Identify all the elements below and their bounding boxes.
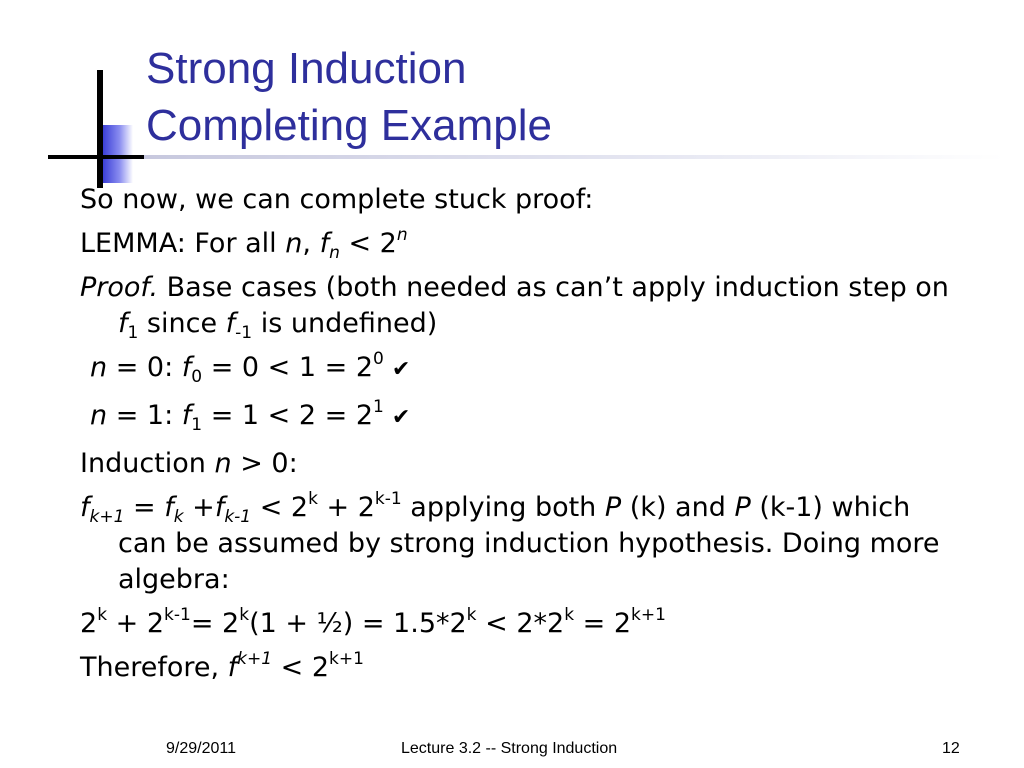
subscript: 1 <box>127 323 139 343</box>
var-f: f <box>181 400 192 431</box>
var-f: f <box>80 492 90 523</box>
intro-text: So now, we can complete stuck proof: <box>80 184 594 215</box>
footer-date: 9/29/2011 <box>166 740 236 757</box>
subscript-n: n <box>329 243 340 263</box>
superscript: k-1 <box>374 489 402 509</box>
title-underline <box>144 155 1004 159</box>
superscript: k <box>97 605 108 625</box>
var-f: f <box>227 652 238 683</box>
var-n: n <box>285 228 303 259</box>
var-n: n <box>214 448 232 479</box>
var-f: f <box>118 308 128 339</box>
step-eq: = <box>124 492 165 523</box>
induction-rest: > 0: <box>231 448 298 479</box>
lemma-line <box>80 226 960 262</box>
slide-title-line2: Completing Example <box>146 101 552 150</box>
step-plus: + <box>183 492 215 523</box>
lemma-label: LEMMA: For all <box>80 228 286 259</box>
proof-line <box>80 270 960 342</box>
base0-rest: = 0 < 1 = 2 <box>202 352 374 383</box>
induction-line <box>80 446 960 482</box>
superscript: k <box>564 605 575 625</box>
conclusion-lt: < 2 <box>272 652 330 683</box>
superscript: k <box>239 605 250 625</box>
var-f: f <box>319 228 330 259</box>
superscript-n: n <box>396 225 408 245</box>
subscript: 0 <box>191 367 203 387</box>
algebra-d: (1 + ½) = 1.5*2 <box>249 608 467 639</box>
proof-text-2: is undefined) <box>252 308 438 339</box>
base0-eq: = 0: <box>107 352 182 383</box>
footer-page-number: 12 <box>942 740 960 757</box>
subscript: k <box>173 507 184 527</box>
var-P: P <box>734 492 751 523</box>
decor-horizontal-bar <box>48 155 144 159</box>
superscript: 0 <box>373 349 384 369</box>
var-f: f <box>214 492 225 523</box>
algebra-line <box>80 606 960 642</box>
step-plus2: + 2 <box>317 492 375 523</box>
footer-lecture-title: Lecture 3.2 -- Strong Induction <box>401 740 618 757</box>
var-n: n <box>90 400 108 431</box>
step-lt: < 2 <box>251 492 309 523</box>
step-applying: applying both <box>401 492 605 523</box>
base-case-1 <box>80 398 960 436</box>
subscript: 1 <box>191 415 203 435</box>
var-n: n <box>90 352 108 383</box>
conclusion-label: Therefore, <box>80 652 228 683</box>
comma: , <box>302 228 320 259</box>
algebra-a: 2 <box>80 608 98 639</box>
superscript: k <box>466 605 477 625</box>
algebra-c: = 2 <box>190 608 240 639</box>
proof-text-1: Base cases (both needed as can’t apply induction step on <box>158 272 949 303</box>
algebra-b: + 2 <box>107 608 165 639</box>
superscript: 1 <box>373 397 384 417</box>
step-km1: (k-1) which can be assumed by strong induction hypothesis. Doing more algebra: <box>118 492 940 595</box>
algebra-f: = 2 <box>574 608 632 639</box>
var-f: f <box>181 352 192 383</box>
superscript: k <box>308 489 318 509</box>
check-icon: ✔ <box>391 405 411 430</box>
step-k: (k) and <box>621 492 735 523</box>
induction-label: Induction <box>80 448 215 479</box>
proof-since: since <box>138 308 226 339</box>
var-f: f <box>225 308 236 339</box>
base1-rest: = 1 < 2 = 2 <box>202 400 374 431</box>
var-P: P <box>604 492 622 523</box>
subscript: -1 <box>235 323 253 343</box>
check-icon: ✔ <box>391 357 411 382</box>
lemma-rhs: < 2 <box>339 228 397 259</box>
decor-accent-block <box>103 125 133 183</box>
intro-line <box>80 182 960 218</box>
algebra-e: < 2*2 <box>476 608 565 639</box>
var-f: f <box>164 492 174 523</box>
slide-title <box>146 40 552 154</box>
superscript: k+1 <box>329 649 364 669</box>
superscript: k-1 <box>164 605 191 625</box>
step-line <box>80 490 960 598</box>
subscript: k-1 <box>224 507 252 527</box>
base-case-0 <box>80 350 960 388</box>
superscript: k+1 <box>237 649 273 669</box>
base1-eq: = 1: <box>107 400 182 431</box>
slide-body <box>80 182 960 694</box>
slide-title-line1: Strong Induction <box>146 44 467 93</box>
proof-label: Proof. <box>80 272 159 303</box>
subscript: k+1 <box>89 507 125 527</box>
conclusion-line <box>80 650 960 686</box>
superscript: k+1 <box>631 605 666 625</box>
